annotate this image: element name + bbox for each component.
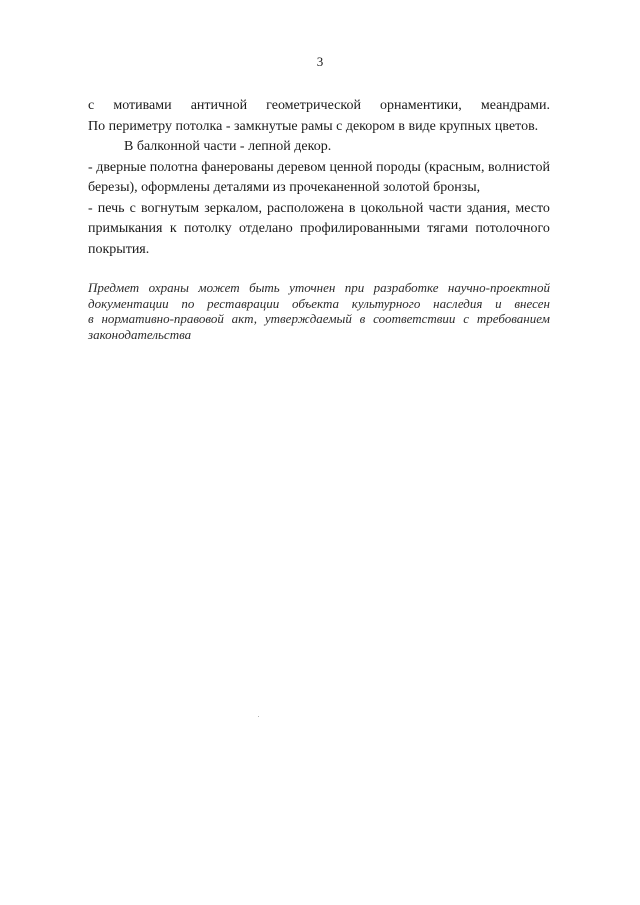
word: ценной	[329, 159, 373, 175]
paragraph-ornament-line-1	[88, 96, 550, 117]
word: с	[129, 200, 136, 216]
page-number: 3	[316, 54, 324, 69]
word: внесен	[514, 295, 550, 311]
word: быть	[249, 280, 280, 295]
word: фанерованы	[201, 159, 274, 175]
word: профилированными	[300, 221, 420, 236]
word: печь	[97, 200, 125, 216]
paragraph-stove-line-1	[88, 199, 550, 220]
word: здания,	[466, 200, 511, 216]
word: с	[88, 98, 95, 113]
word: разработке	[373, 280, 439, 295]
word: наследия	[433, 295, 483, 311]
word: культурного	[351, 295, 421, 311]
word: объекта	[291, 295, 340, 311]
word: орнаментики,	[380, 98, 462, 113]
word: меандрами.	[480, 98, 550, 113]
protection-note-line-3	[88, 311, 550, 327]
paragraph-ornament	[88, 96, 550, 137]
word: соответствии	[373, 311, 456, 326]
word: научно-проектной	[447, 280, 550, 295]
protection-note-line-1	[88, 280, 550, 296]
paragraph-balcony	[88, 137, 550, 158]
word: к	[169, 221, 177, 236]
word: требованием	[476, 311, 550, 326]
protection-note-line-2	[88, 296, 550, 312]
paragraph-balcony-line-1: В балконной части - лепной декор.	[124, 139, 332, 154]
paragraph-doors-line-2: березы), оформлены деталями из прочеканенной золотой бронзы,	[88, 180, 481, 195]
word: отделано	[238, 221, 293, 236]
word: может	[198, 280, 240, 295]
paragraph-doors-line-1	[88, 158, 550, 179]
word: акт,	[231, 311, 258, 326]
word: геометрической	[266, 98, 361, 113]
word: волнистой	[488, 159, 550, 175]
word: полотна	[149, 159, 198, 175]
word: в	[348, 200, 356, 216]
word: при	[344, 280, 365, 295]
paragraph-doors	[88, 158, 550, 199]
paragraph-stove	[88, 199, 550, 261]
word: породы	[376, 159, 421, 175]
word: части	[428, 200, 462, 216]
word: с	[463, 311, 470, 326]
word: документации	[88, 295, 169, 311]
word: цокольной	[360, 200, 424, 216]
word: античной	[190, 98, 248, 113]
word: (красным,	[424, 159, 485, 175]
word: дверные	[96, 159, 147, 175]
word: потолочного	[475, 221, 550, 236]
word: охраны	[148, 280, 189, 295]
word: расположена	[267, 200, 344, 216]
word: уточнен	[289, 280, 336, 295]
paragraph-stove-line-2	[88, 219, 550, 240]
word: по	[181, 295, 195, 311]
word: нормативно-правовой	[101, 311, 224, 326]
word: потолку	[183, 221, 232, 236]
scan-speck	[258, 716, 259, 717]
word: мотивами	[113, 98, 172, 113]
word: деревом	[277, 159, 326, 175]
word: -	[88, 200, 93, 216]
word: примыкания	[88, 221, 163, 236]
word: в	[88, 311, 94, 326]
word: Предмет	[88, 280, 140, 295]
word: -	[88, 159, 93, 175]
word: тягами	[427, 221, 468, 236]
word: реставрации	[207, 295, 280, 311]
word: вогнутым	[140, 200, 200, 216]
protection-note-line-4: законодательства	[88, 326, 192, 342]
word: зеркалом,	[204, 200, 262, 216]
word: в	[359, 311, 366, 326]
paragraph-ornament-line-2: По периметру потолка - замкнутые рамы с декором в виде крупных цветов.	[88, 118, 539, 134]
protection-note	[88, 280, 550, 342]
word: и	[495, 295, 502, 311]
word: место	[515, 200, 550, 216]
paragraph-stove-line-3: покрытия.	[88, 241, 150, 257]
word: утверждаемый	[264, 311, 352, 326]
